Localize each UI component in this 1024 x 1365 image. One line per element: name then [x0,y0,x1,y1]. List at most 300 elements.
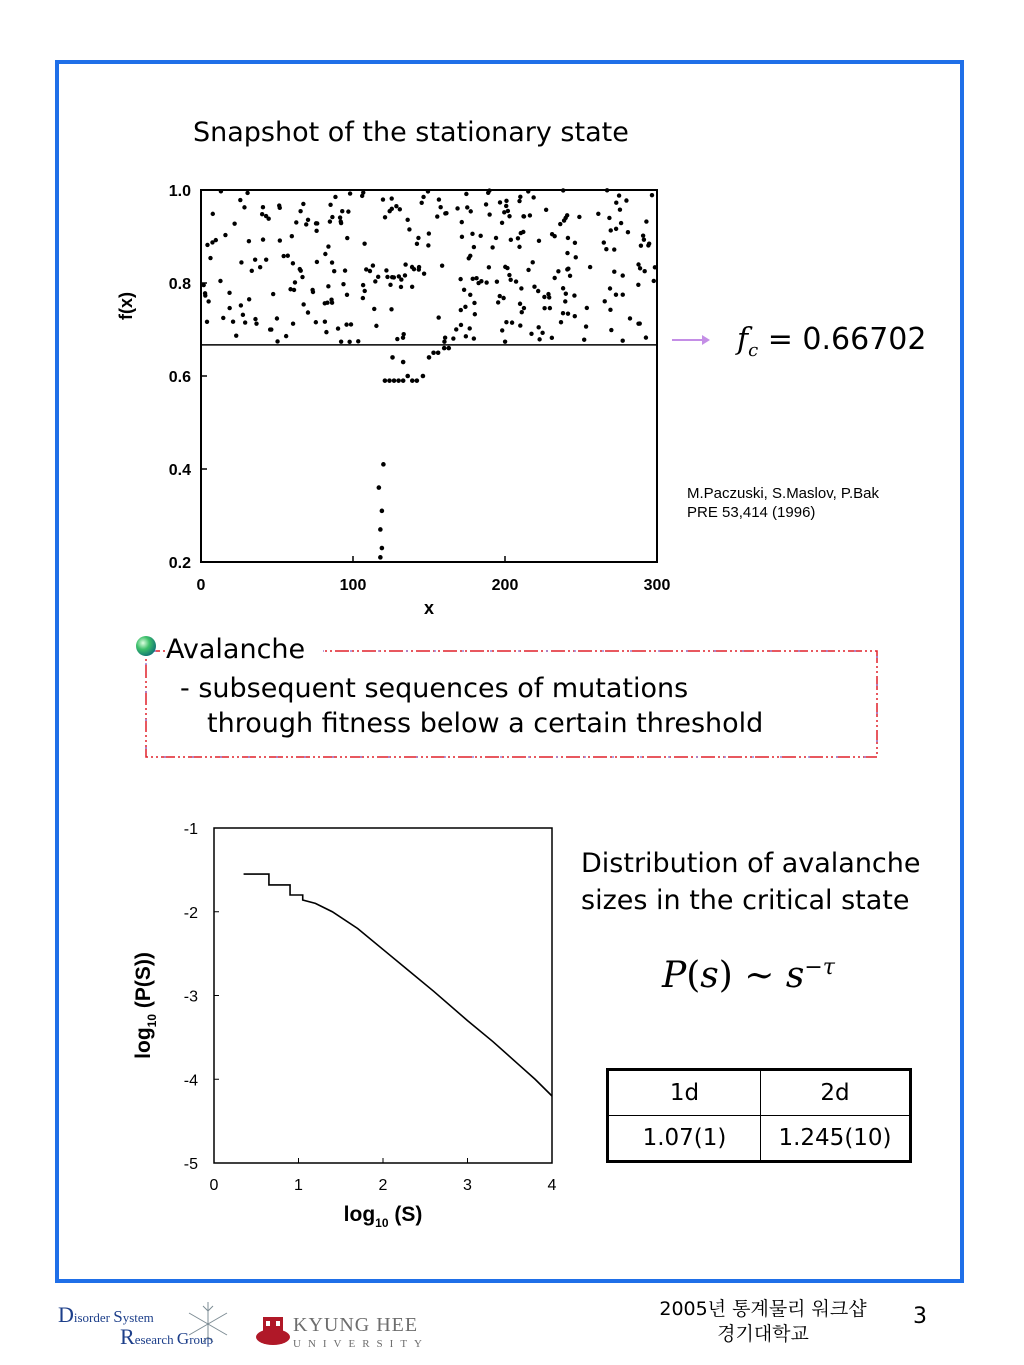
data-point [528,213,532,217]
data-point [460,235,464,239]
table-row [608,1070,911,1116]
data-point [472,301,476,305]
data-point [242,205,246,209]
data-point [374,324,378,328]
data-point [519,286,523,290]
data-point [206,299,210,303]
data-point [454,327,458,331]
fc-symbol: $f_c$ [737,322,759,361]
data-point [614,227,618,231]
data-point [540,331,544,335]
data-point [507,273,511,277]
data-point [566,236,570,240]
y-tick-label: 0.8 [168,276,191,293]
fc-value: = 0.66702 [767,322,927,357]
data-point [558,222,562,226]
data-point [286,254,290,258]
data-point [458,277,462,281]
data-point [253,257,257,261]
footer-line2: 경기대학교 [717,1323,809,1345]
x-axis-label: x [423,598,435,618]
power-law-formula: P(s) ∼ $s^{-\tau}$ [662,955,835,996]
data-point [526,189,530,193]
data-point [494,236,498,240]
data-point [472,245,476,249]
data-point [435,214,439,218]
data-point [218,279,222,283]
data-point [495,279,499,283]
data-point [636,262,640,266]
data-point [464,334,468,338]
data-point [223,233,227,237]
data-point [470,232,474,236]
data-point [394,204,398,208]
data-point [403,273,407,277]
data-point [211,212,215,216]
data-point [221,316,225,320]
data-point [227,306,231,310]
data-point [314,320,318,324]
avalanche-point [405,374,410,379]
data-point [275,339,279,343]
data-point [401,336,405,340]
data-point [561,188,565,192]
data-point [348,191,352,195]
avalanche-distribution-chart [120,810,580,1230]
y-axis-label-subscript: 10 [145,1013,159,1028]
data-point [362,241,366,245]
data-point [516,236,520,240]
data-point [422,271,426,275]
data-point [250,269,254,273]
data-point [201,283,205,287]
data-point [585,306,589,310]
data-point [360,194,364,198]
data-point [407,227,411,231]
data-point [605,188,609,192]
y-tick-label: 0.2 [168,555,191,572]
x-tick-label: 0 [209,1177,219,1194]
data-point [258,265,262,269]
data-point [582,338,586,342]
data-point [324,330,328,334]
data-point [264,257,268,261]
data-point [417,265,421,269]
y-axis-label-rest: (P(S)) [132,952,155,1014]
data-point [344,322,348,326]
data-point [451,336,455,340]
data-point [653,265,657,269]
data-point [301,302,305,306]
data-point [510,320,514,324]
data-point [239,303,243,307]
data-point [517,199,521,203]
data-point [234,333,238,337]
avalanche-point [410,378,415,383]
data-point [341,282,345,286]
data-point [436,315,440,319]
data-point [346,209,350,213]
data-point [504,199,508,203]
data-point [573,241,577,245]
data-point [520,310,524,314]
fc-equation [737,322,926,361]
data-point [332,269,336,273]
data-point [471,277,475,281]
data-point [301,202,305,206]
data-point [504,204,508,208]
data-point [609,228,613,232]
data-point [383,215,387,219]
data-point [205,243,209,247]
data-point [522,214,526,218]
data-point [281,254,285,258]
data-point [247,297,251,301]
data-point [566,311,570,315]
data-point [291,261,295,265]
table-cell: 1.245(10) [761,1116,911,1162]
distribution-line [244,874,552,1096]
data-point [260,212,264,216]
data-point [529,332,533,336]
data-point [373,279,377,283]
data-point [502,210,506,214]
data-point [253,317,257,321]
data-point [619,221,623,225]
x-tick-label: 300 [643,577,671,594]
data-point [261,237,265,241]
avalanche-point [378,555,383,560]
data-point [518,302,522,306]
avalanche-point [378,527,383,532]
avalanche-point [390,355,395,360]
avalanche-point [446,346,451,351]
data-point [459,308,463,312]
data-point [388,283,392,287]
data-point [345,293,349,297]
data-point [444,211,448,215]
data-point [604,247,608,251]
data-point [518,323,522,327]
data-point [614,201,618,205]
data-point [271,292,275,296]
data-point [584,324,588,328]
data-point [277,203,281,207]
data-point [440,263,444,267]
fitness-scatter-chart [100,170,690,620]
avalanche-point [380,546,385,551]
avalanche-point [392,378,397,383]
table-row [608,1116,911,1162]
data-point [392,275,396,279]
data-point [268,327,272,331]
data-point [498,200,502,204]
data-point [336,326,340,330]
data-point [468,293,472,297]
data-point [399,285,403,289]
arrow-icon [672,333,712,347]
distribution-caption-line2: sizes in the critical state [581,885,910,916]
y-tick-label: -5 [183,1156,198,1173]
avalanche-point [421,374,426,379]
data-point [278,238,282,242]
avalanche-point [383,378,388,383]
avalanche-box [145,650,878,758]
data-point [618,208,622,212]
data-point [347,340,351,344]
data-point [467,326,471,330]
y-tick-label: 1.0 [168,183,191,200]
data-point [330,260,334,264]
data-point [304,222,308,226]
data-point [487,265,491,269]
data-point [621,338,625,342]
avalanche-point [381,462,386,467]
data-point [306,218,310,222]
data-point [518,195,522,199]
data-point [650,193,654,197]
data-point [300,275,304,279]
data-point [588,265,592,269]
data-point [537,239,541,243]
data-point [484,280,488,284]
data-point [636,321,640,325]
data-point [503,265,507,269]
data-point [609,328,613,332]
data-point [419,201,423,205]
data-point [504,320,508,324]
data-point [542,295,546,299]
data-point [565,251,569,255]
y-axis-label: $\log_{10} (P(S))$ [132,952,159,1059]
data-point [531,195,535,199]
data-point [474,276,478,280]
data-point [468,254,472,258]
data-point [333,195,337,199]
data-point [537,337,541,341]
data-point [314,229,318,233]
data-point [561,286,565,290]
data-point [284,334,288,338]
x-tick-label: 4 [547,1177,557,1194]
data-point [442,339,446,343]
data-point [323,320,327,324]
data-point [306,310,310,314]
x-tick-label: 2 [378,1177,388,1194]
data-point [607,216,611,220]
data-point [356,339,360,343]
data-point [227,291,231,295]
data-point [574,255,578,259]
data-point [542,306,546,310]
y-axis-label: f(x) [116,292,136,320]
data-point [547,295,551,299]
data-point [410,285,414,289]
data-point [372,307,376,311]
data-point [403,262,407,266]
y-tick-label: -4 [183,1072,198,1090]
data-point [577,215,581,219]
data-point [501,296,505,300]
data-point [390,207,394,211]
data-point [556,269,560,273]
avalanche-point [431,350,436,355]
data-point [328,203,332,207]
y-tick-label: 0.4 [168,462,191,479]
data-point [345,236,349,240]
data-point [214,238,218,242]
avalanche-point [427,355,432,360]
data-point [462,288,466,292]
data-point [315,221,319,225]
data-point [275,316,279,320]
distribution-caption-line1: Distribution of avalanche [581,848,921,879]
data-point [443,335,447,339]
data-point [568,274,572,278]
data-point [323,252,327,256]
data-point [426,189,430,193]
table-cell: 1.07(1) [608,1116,761,1162]
data-point [500,221,504,225]
svg-text:KYUNG HEE: KYUNG HEE [293,1314,419,1336]
x-tick-label: 100 [339,577,367,594]
data-point [385,275,389,279]
data-point [437,197,441,201]
globe-bullet-icon [136,636,156,656]
data-point [310,288,314,292]
data-point [526,268,530,272]
footer-line1: 2005년 통계물리 워크샵 [659,1298,867,1320]
data-point [642,237,646,241]
data-point [205,320,209,324]
data-point [465,205,469,209]
data-point [389,307,393,311]
data-point [203,293,207,297]
data-point [490,245,494,249]
data-point [621,273,625,277]
citation [687,484,879,522]
data-point [208,256,212,260]
data-point [232,221,236,225]
data-point [398,207,402,211]
data-point [621,293,625,297]
data-point [376,275,380,279]
data-point [261,205,265,209]
data-point [652,279,656,283]
data-point [361,296,365,300]
data-point [544,208,548,212]
data-point [381,197,385,201]
data-point [426,243,430,247]
avalanche-definition-line2: through fitness below a certain threshold [207,708,764,739]
data-point [463,305,467,309]
data-point [521,230,525,234]
data-point [603,299,607,303]
data-point [646,243,650,247]
data-point [328,219,332,223]
svg-text:Research Group: Research Group [120,1324,214,1349]
data-point [486,191,490,195]
data-point [245,191,249,195]
svg-text:Disorder System: Disorder System [58,1302,154,1327]
data-point [563,299,567,303]
data-point [531,260,535,264]
svg-text:UNIVERSITY: UNIVERSITY [293,1338,429,1350]
data-point [617,193,621,197]
data-point [459,323,463,327]
data-point [416,236,420,240]
y-tick-label: -1 [183,821,198,838]
data-point [405,218,409,222]
data-point [612,270,616,274]
data-point [522,306,526,310]
data-point [552,234,556,238]
data-point [473,312,477,316]
data-point [298,209,302,213]
data-point [238,198,242,202]
data-point [469,209,473,213]
y-tick-label: -3 [183,988,198,1006]
data-point [247,239,251,243]
data-point [239,260,243,264]
data-point [292,288,296,292]
x-axis-label-rest: (S) [388,1203,423,1226]
data-point [421,195,425,199]
data-point [343,268,347,272]
avalanche-title: Avalanche [166,634,323,665]
data-point [330,301,334,305]
data-point [498,294,502,298]
data-point [507,214,511,218]
data-point [427,231,431,235]
data-point [624,198,628,202]
citation-authors: M.Paczuski, S.Maslov, P.Bak [687,485,880,502]
university-emblem-icon [256,1317,290,1345]
data-point [503,339,507,343]
data-point [254,321,258,325]
data-point [294,220,298,224]
data-point [293,280,297,284]
avalanche-point [436,350,441,355]
data-point [536,289,540,293]
data-point [338,215,342,219]
data-point [478,234,482,238]
footer-workshop-text [628,1297,898,1347]
data-point [644,335,648,339]
avalanche-point [387,378,392,383]
x-tick-label: 3 [463,1177,472,1194]
data-point [487,212,491,216]
data-point [608,308,612,312]
data-point [219,189,223,193]
snapshot-title: Snapshot of the stationary state [193,117,629,148]
table-header-cell: 2d [761,1070,911,1116]
data-point [371,263,375,267]
data-point [550,336,554,340]
data-point [642,269,646,273]
data-point [508,278,512,282]
data-point [415,242,419,246]
data-point [330,215,334,219]
avalanche-point [380,509,385,514]
data-point [384,268,388,272]
data-point [638,266,642,270]
data-point [243,320,247,324]
data-point [455,206,459,210]
data-point [484,202,488,206]
data-point [564,292,568,296]
avalanche-point [401,360,406,365]
